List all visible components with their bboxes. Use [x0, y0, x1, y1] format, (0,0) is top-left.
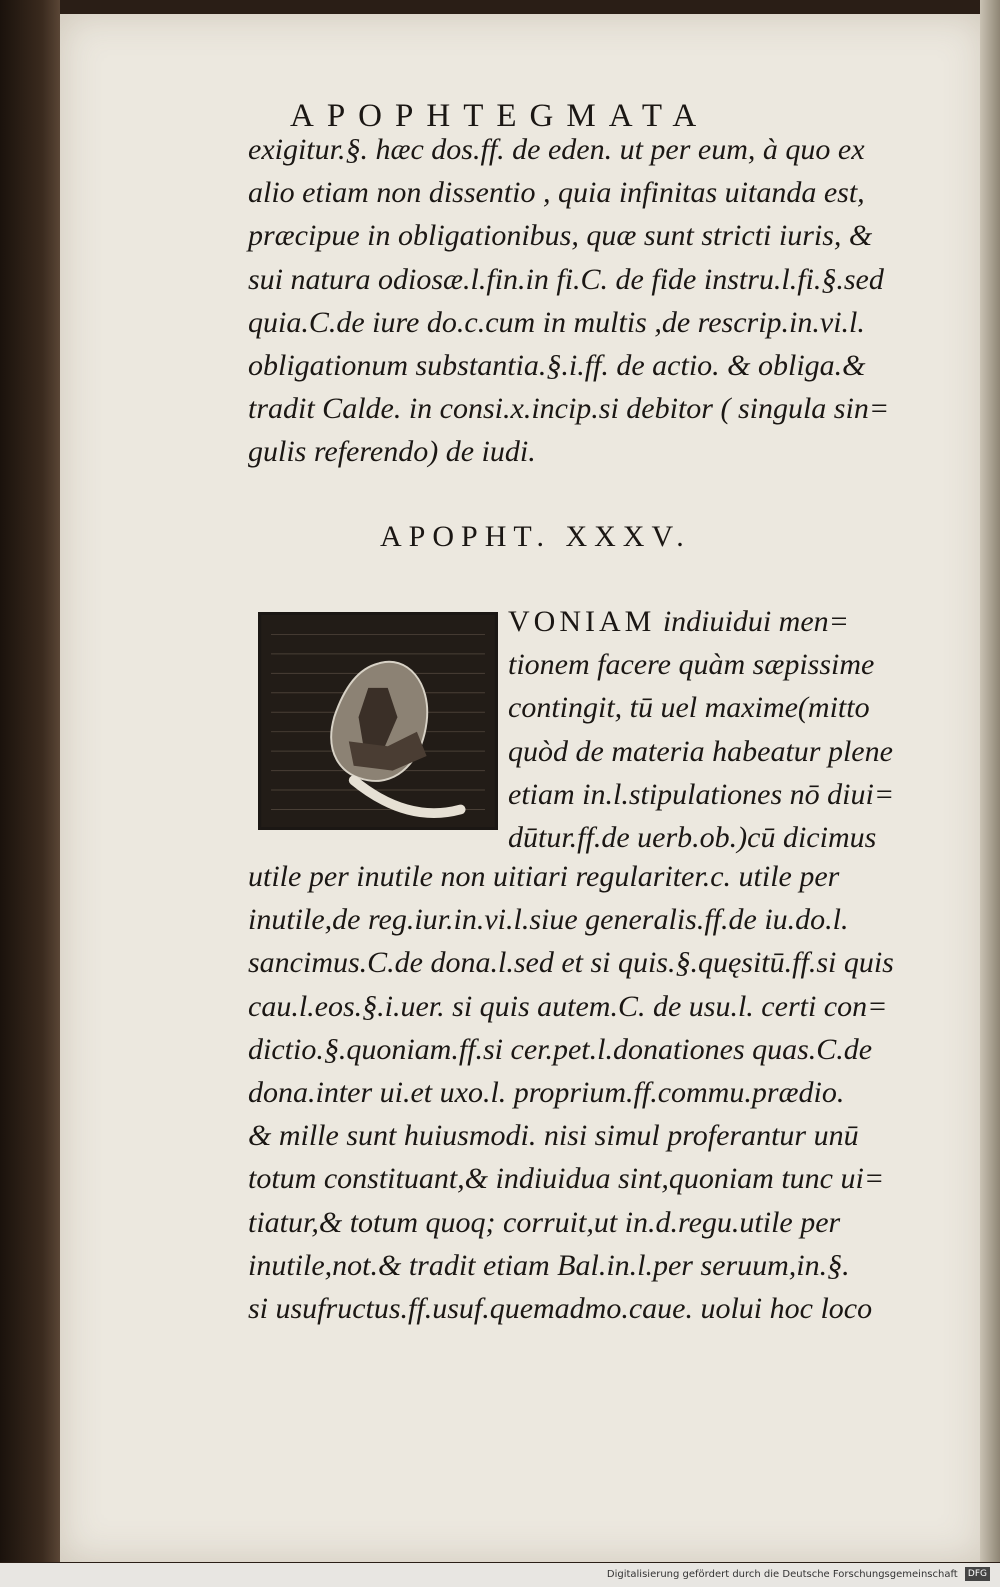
text-line: quòd de materia habeatur plene	[508, 734, 893, 768]
woodcut-initial-icon	[261, 615, 495, 827]
text-line: obligationum substantia.§.i.ff. de actio. & obliga.&	[248, 348, 866, 382]
text-line: tionem facere quàm sæpissime	[508, 648, 875, 682]
text-block-bottom	[248, 855, 928, 1330]
text-line: etiam in.l.stipulationes nō diui=	[508, 777, 895, 811]
page-edge	[980, 0, 1000, 1562]
text-line: dūtur.ff.de uerb.ob.)cū dicimus	[508, 820, 877, 854]
text-line: præcipue in obligationibus, quæ sunt stricti iuris, &	[248, 219, 873, 253]
text-line	[508, 600, 928, 643]
digitization-footer	[0, 1563, 1000, 1587]
text-line: sancimus.C.de dona.l.sed et si quis.§.quęsitū.ff.si quis	[248, 946, 894, 980]
text-line: alio etiam non dissentio , quia infinitas uitanda est,	[248, 176, 865, 210]
text-line: dona.inter ui.et uxo.l. proprium.ff.commu.prædio.	[248, 1075, 845, 1109]
text-line: cau.l.eos.§.i.uer. si quis autem.C. de usu.l. certi con=	[248, 989, 888, 1023]
text-block-top	[248, 128, 928, 474]
text-line: tradit Calde. in consi.x.incip.si debitor ( singula sin=	[248, 392, 890, 426]
text-line: tiatur,& totum quoq; corruit,ut in.d.regu.utile per	[248, 1205, 841, 1239]
text-line: utile per inutile non uitiari regulariter.c. utile per	[248, 860, 840, 893]
book-spine-shadow	[0, 0, 60, 1562]
text-line: exigitur.§. hæc dos.ff. de eden. ut per eum, à quo ex	[248, 133, 865, 166]
text-block-initial-side	[508, 600, 928, 859]
text-line: sui natura odiosæ.l.fin.in fi.C. de fide instru.l.fi.§.sed	[248, 262, 884, 296]
section-heading: APOPHT. XXXV.	[380, 520, 691, 553]
dfg-logo-icon: DFG	[965, 1567, 990, 1581]
footer-text: Digitalisierung gefördert durch die Deutsche Forschungsgemeinschaft	[606, 1569, 958, 1580]
text-line: totum constituant,& indiuidua sint,quoniam tunc ui=	[248, 1162, 885, 1196]
text-line: si usufructus.ff.usuf.quemadmo.caue. uolui hoc loco	[248, 1291, 873, 1325]
text-span: indiuidui men=	[655, 605, 849, 638]
text-line: dictio.§.quoniam.ff.si cer.pet.l.donationes quas.C.de	[248, 1032, 873, 1066]
text-line: & mille sunt huiusmodi. nisi simul proferantur unū	[248, 1119, 859, 1153]
text-line: contingit, tū uel maxime(mitto	[508, 691, 870, 725]
text-line: quia.C.de iure do.c.cum in multis ,de rescrip.in.vi.l.	[248, 305, 865, 339]
decorated-initial	[258, 612, 498, 830]
opening-word: VONIAM	[508, 605, 656, 638]
running-head: APOPHTEGMATA	[290, 98, 710, 134]
text-line: inutile,not.& tradit etiam Bal.in.l.per seruum,in.§.	[248, 1248, 850, 1282]
text-line: gulis referendo) de iudi.	[248, 435, 536, 469]
text-line: inutile,de reg.iur.in.vi.l.siue generalis.ff.de iu.do.l.	[248, 903, 849, 937]
